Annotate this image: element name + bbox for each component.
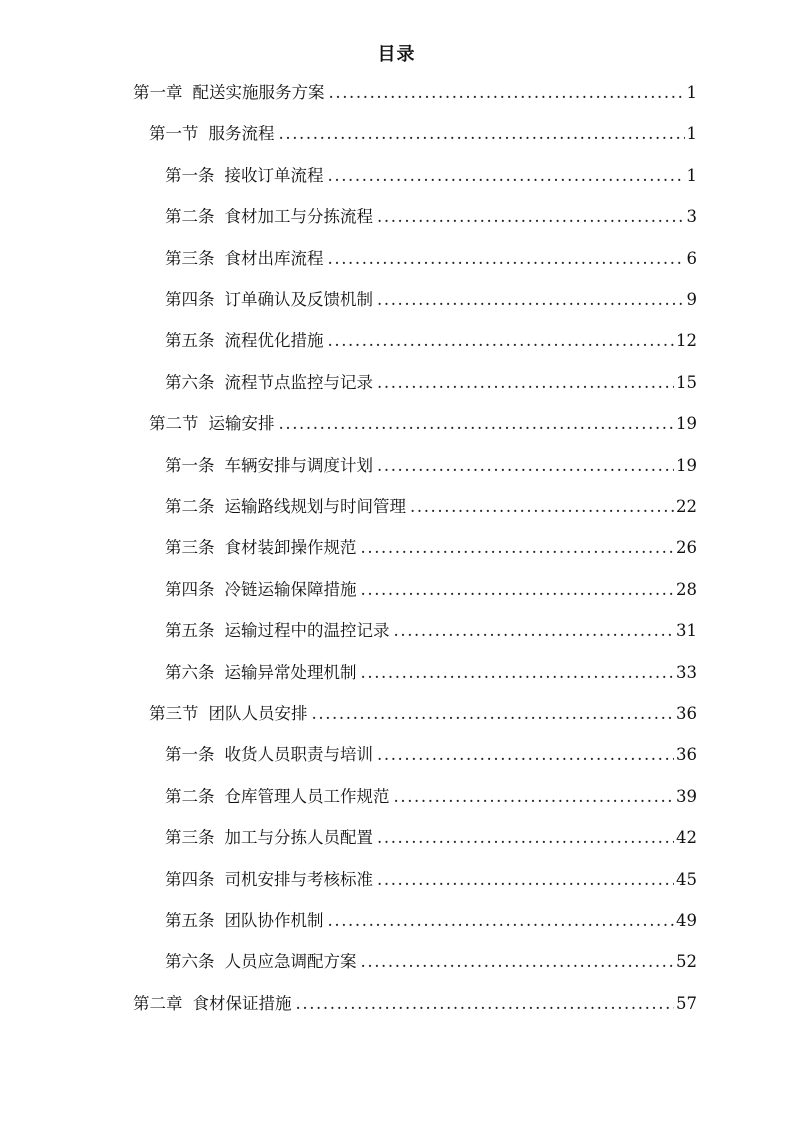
- toc-entry[interactable]: [165, 533, 697, 563]
- dot-leader: [361, 575, 675, 605]
- toc-entry-title: 运输过程中的温控记录: [224, 621, 390, 641]
- dot-leader: [279, 119, 685, 149]
- toc-entry-number: 第五条: [165, 911, 215, 930]
- toc-entry-title: 车辆安排与调度计划: [224, 455, 373, 475]
- toc-entry[interactable]: [165, 368, 697, 398]
- toc-entry-label: [165, 575, 357, 605]
- toc-entry-title: 人员应急调配方案: [224, 952, 357, 972]
- toc-entry-number: 第四条: [165, 290, 215, 309]
- toc-entry-label: [165, 740, 373, 770]
- toc-entry-title: 冷链运输保障措施: [224, 579, 357, 599]
- toc-entry-label: [165, 865, 373, 895]
- dot-leader: [410, 492, 674, 522]
- dot-leader: [377, 865, 674, 895]
- toc-entry-title: 接收订单流程: [224, 165, 324, 185]
- toc-entry[interactable]: [165, 865, 697, 895]
- dot-leader: [328, 244, 685, 274]
- toc-entry-title: 运输路线规划与时间管理: [224, 497, 406, 516]
- toc-entry[interactable]: [165, 161, 697, 191]
- toc-entry-page: 15: [676, 372, 697, 392]
- toc-entry-number: 第三条: [165, 828, 215, 848]
- toc-entry-title: 运输异常处理机制: [224, 662, 357, 682]
- toc-entry-page: 57: [676, 993, 697, 1013]
- toc-entry[interactable]: [165, 492, 697, 522]
- toc-entry-title: 团队协作机制: [224, 911, 324, 930]
- toc-entry[interactable]: [165, 244, 697, 274]
- toc-entry[interactable]: [133, 78, 697, 108]
- toc-entry[interactable]: [165, 782, 697, 812]
- toc-entry[interactable]: [165, 658, 697, 688]
- toc-entry[interactable]: [149, 699, 697, 729]
- toc-entry-number: 第二章: [133, 993, 183, 1013]
- toc-entry-title: 食材保证措施: [192, 993, 292, 1013]
- toc-entry[interactable]: [165, 451, 697, 481]
- toc-entry-label: [165, 492, 406, 522]
- toc-entry-label: [165, 161, 324, 191]
- dot-leader: [328, 906, 675, 936]
- dot-leader: [279, 409, 675, 439]
- toc-entry-number: 第一条: [165, 455, 215, 475]
- toc-entry-page: 3: [686, 207, 697, 227]
- toc-entry[interactable]: [165, 906, 697, 936]
- toc-entry-number: 第二条: [165, 497, 215, 516]
- toc-entry-title: 配送实施服务方案: [192, 83, 325, 102]
- toc-entry-number: 第三条: [165, 248, 215, 268]
- toc-entry-number: 第六条: [165, 662, 215, 682]
- toc-entry-title: 收货人员职责与培训: [224, 745, 373, 765]
- toc-entry-page: 36: [676, 745, 697, 765]
- dot-leader: [328, 326, 675, 356]
- dot-leader: [377, 451, 674, 481]
- toc-entry-page: 45: [676, 869, 697, 889]
- toc-entry[interactable]: [165, 285, 697, 315]
- toc-entry-number: 第一条: [165, 165, 215, 185]
- toc-entry-page: 28: [676, 579, 697, 599]
- toc-entry-number: 第三条: [165, 538, 215, 558]
- toc-entry-label: [165, 658, 357, 688]
- toc-entry[interactable]: [165, 947, 697, 977]
- toc-entry-page: 36: [676, 704, 697, 723]
- toc-entry-label: [149, 699, 308, 729]
- toc-entry-page: 26: [676, 538, 697, 558]
- dot-leader: [296, 989, 675, 1019]
- toc-entry-label: [133, 78, 325, 108]
- toc-entry-label: [165, 823, 373, 853]
- dot-leader: [361, 658, 675, 688]
- toc-entry-label: [165, 782, 390, 812]
- toc-entry[interactable]: [133, 989, 697, 1019]
- dot-leader: [377, 823, 674, 853]
- toc-entry[interactable]: [149, 409, 697, 439]
- toc-entry-number: 第二条: [165, 786, 215, 806]
- toc-entry-page: 1: [686, 83, 697, 102]
- toc-entry-page: 42: [676, 828, 697, 848]
- toc-entry-page: 33: [676, 662, 697, 682]
- toc-entry-label: [165, 244, 324, 274]
- dot-leader: [329, 78, 685, 108]
- toc-entry-page: 19: [676, 455, 697, 475]
- dot-leader: [377, 368, 674, 398]
- toc-entry-number: 第二节: [149, 414, 199, 434]
- toc-entry-page: 6: [686, 248, 697, 268]
- toc-entry-label: [165, 368, 373, 398]
- dot-leader: [394, 782, 675, 812]
- toc-entry-number: 第五条: [165, 331, 215, 351]
- toc-entry-page: 19: [676, 414, 697, 434]
- toc-entry-number: 第四条: [165, 579, 215, 599]
- toc-entry-label: [165, 947, 357, 977]
- toc-entry-label: [165, 285, 373, 315]
- toc-entry-label: [165, 202, 373, 232]
- toc-entry-page: 1: [686, 124, 697, 144]
- toc-entry-label: [165, 451, 373, 481]
- toc-entry[interactable]: [165, 326, 697, 356]
- toc-entry-title: 仓库管理人员工作规范: [224, 786, 390, 806]
- dot-leader: [312, 699, 675, 729]
- toc-entry[interactable]: [165, 823, 697, 853]
- toc-entry-label: [165, 326, 324, 356]
- toc-entry-title: 食材出库流程: [224, 248, 324, 268]
- toc-entry-title: 服务流程: [208, 124, 275, 144]
- toc-entry-label: [165, 616, 390, 646]
- toc-entry-page: 31: [676, 621, 697, 641]
- toc-entry-title: 食材装卸操作规范: [224, 538, 357, 558]
- toc-entry-page: 49: [676, 911, 697, 930]
- toc-entry-number: 第三节: [149, 704, 199, 723]
- toc-entry-label: [149, 119, 275, 149]
- toc-entry[interactable]: [165, 616, 697, 646]
- toc-entry-label: [165, 533, 357, 563]
- toc-entry-number: 第六条: [165, 372, 215, 392]
- toc-entry-number: 第六条: [165, 952, 215, 972]
- toc-entry-title: 运输安排: [208, 414, 275, 434]
- toc-entry-page: 22: [676, 497, 697, 516]
- toc-entry-title: 订单确认及反馈机制: [224, 290, 373, 309]
- toc-entry-page: 9: [686, 290, 697, 309]
- toc-entry-title: 食材加工与分拣流程: [224, 207, 373, 227]
- toc-entry[interactable]: [165, 202, 697, 232]
- toc-entry[interactable]: [165, 740, 697, 770]
- dot-leader: [394, 616, 675, 646]
- dot-leader: [377, 740, 674, 770]
- toc-entry-title: 流程优化措施: [224, 331, 324, 351]
- toc-entry[interactable]: [165, 575, 697, 605]
- toc-entry[interactable]: [149, 119, 697, 149]
- toc-entry-title: 流程节点监控与记录: [224, 372, 373, 392]
- page-title: 目录: [377, 44, 416, 65]
- toc-entry-page: 39: [676, 786, 697, 806]
- toc-entry-title: 团队人员安排: [208, 704, 308, 723]
- toc-entry-number: 第二条: [165, 207, 215, 227]
- toc-entry-number: 第一条: [165, 745, 215, 765]
- toc-entry-number: 第一章: [133, 83, 183, 102]
- toc-entry-label: [165, 906, 324, 936]
- toc-entry-title: 司机安排与考核标准: [224, 869, 373, 889]
- dot-leader: [377, 202, 685, 232]
- dot-leader: [361, 533, 675, 563]
- toc-entry-number: 第五条: [165, 621, 215, 641]
- dot-leader: [361, 947, 675, 977]
- toc-entry-page: 52: [676, 952, 697, 972]
- toc-entry-page: 12: [676, 331, 697, 351]
- toc-entry-label: [133, 989, 292, 1019]
- toc-entry-page: 1: [686, 165, 697, 185]
- toc-entry-title: 加工与分拣人员配置: [224, 828, 373, 848]
- toc-entry-number: 第四条: [165, 869, 215, 889]
- dot-leader: [328, 161, 685, 191]
- toc-entry-label: [149, 409, 275, 439]
- dot-leader: [377, 285, 685, 315]
- toc-entry-number: 第一节: [149, 124, 199, 144]
